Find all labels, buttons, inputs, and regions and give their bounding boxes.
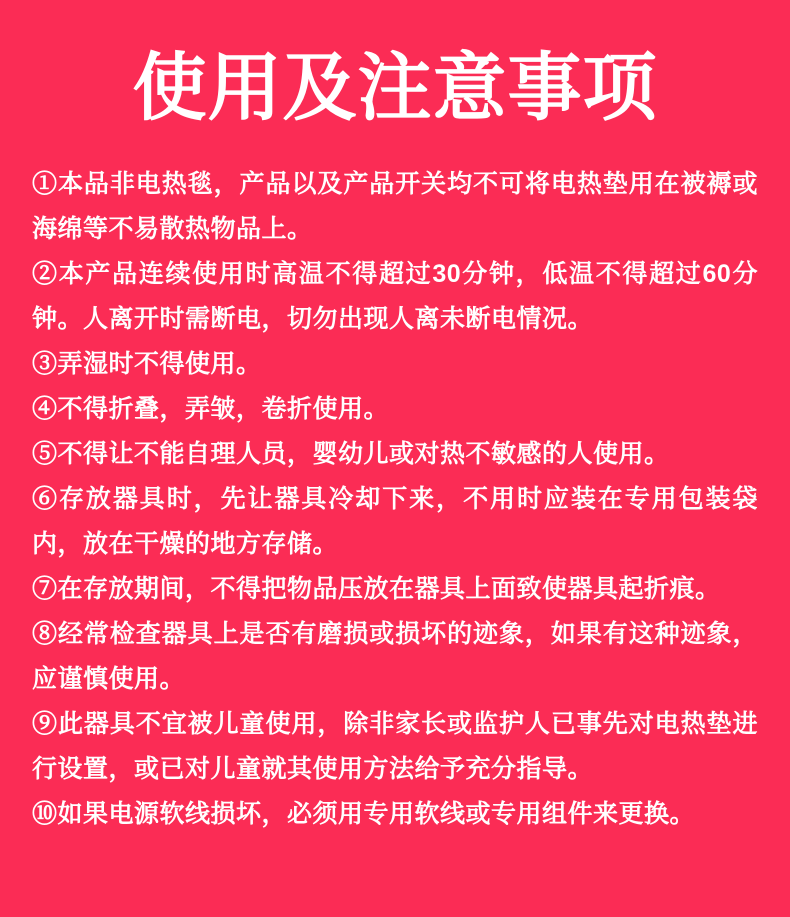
notice-item-1: ①本品非电热毯，产品以及产品开关均不可将电热垫用在被褥或海绵等不易散热物品上。 [32,170,758,243]
notice-item-4: ④不得折叠，弄皱，卷折使用。 [32,395,390,423]
page-title: 使用及注意事项 [132,46,658,129]
notice-item-8: ⑧经常检查器具上是否有磨损或损坏的迹象，如果有这种迹象，应谨慎使用。 [32,620,758,693]
notice-item-9: ⑨此器具不宜被儿童使用，除非家长或监护人已事先对电热垫进行设置，或已对儿童就其使用方法给予充分指导。 [32,710,758,783]
notice-item-5: ⑤不得让不能自理人员，婴幼儿或对热不敏感的人使用。 [32,440,670,468]
notice-item-10: ⑩如果电源软线损坏，必须用专用软线或专用组件来更换。 [32,800,696,828]
notice-item-7: ⑦在存放期间，不得把物品压放在器具上面致使器具起折痕。 [32,575,721,603]
notice-item-2: ②本产品连续使用时高温不得超过30分钟，低温不得超过60分钟。人离开时需断电，切勿出现人离未断电情况。 [32,260,758,333]
notice-list [32,162,758,837]
notice-item-3: ③弄湿时不得使用。 [32,350,262,378]
notice-item-6: ⑥存放器具时，先让器具冷却下来，不用时应装在专用包装袋内，放在干燥的地方存储。 [32,485,758,558]
